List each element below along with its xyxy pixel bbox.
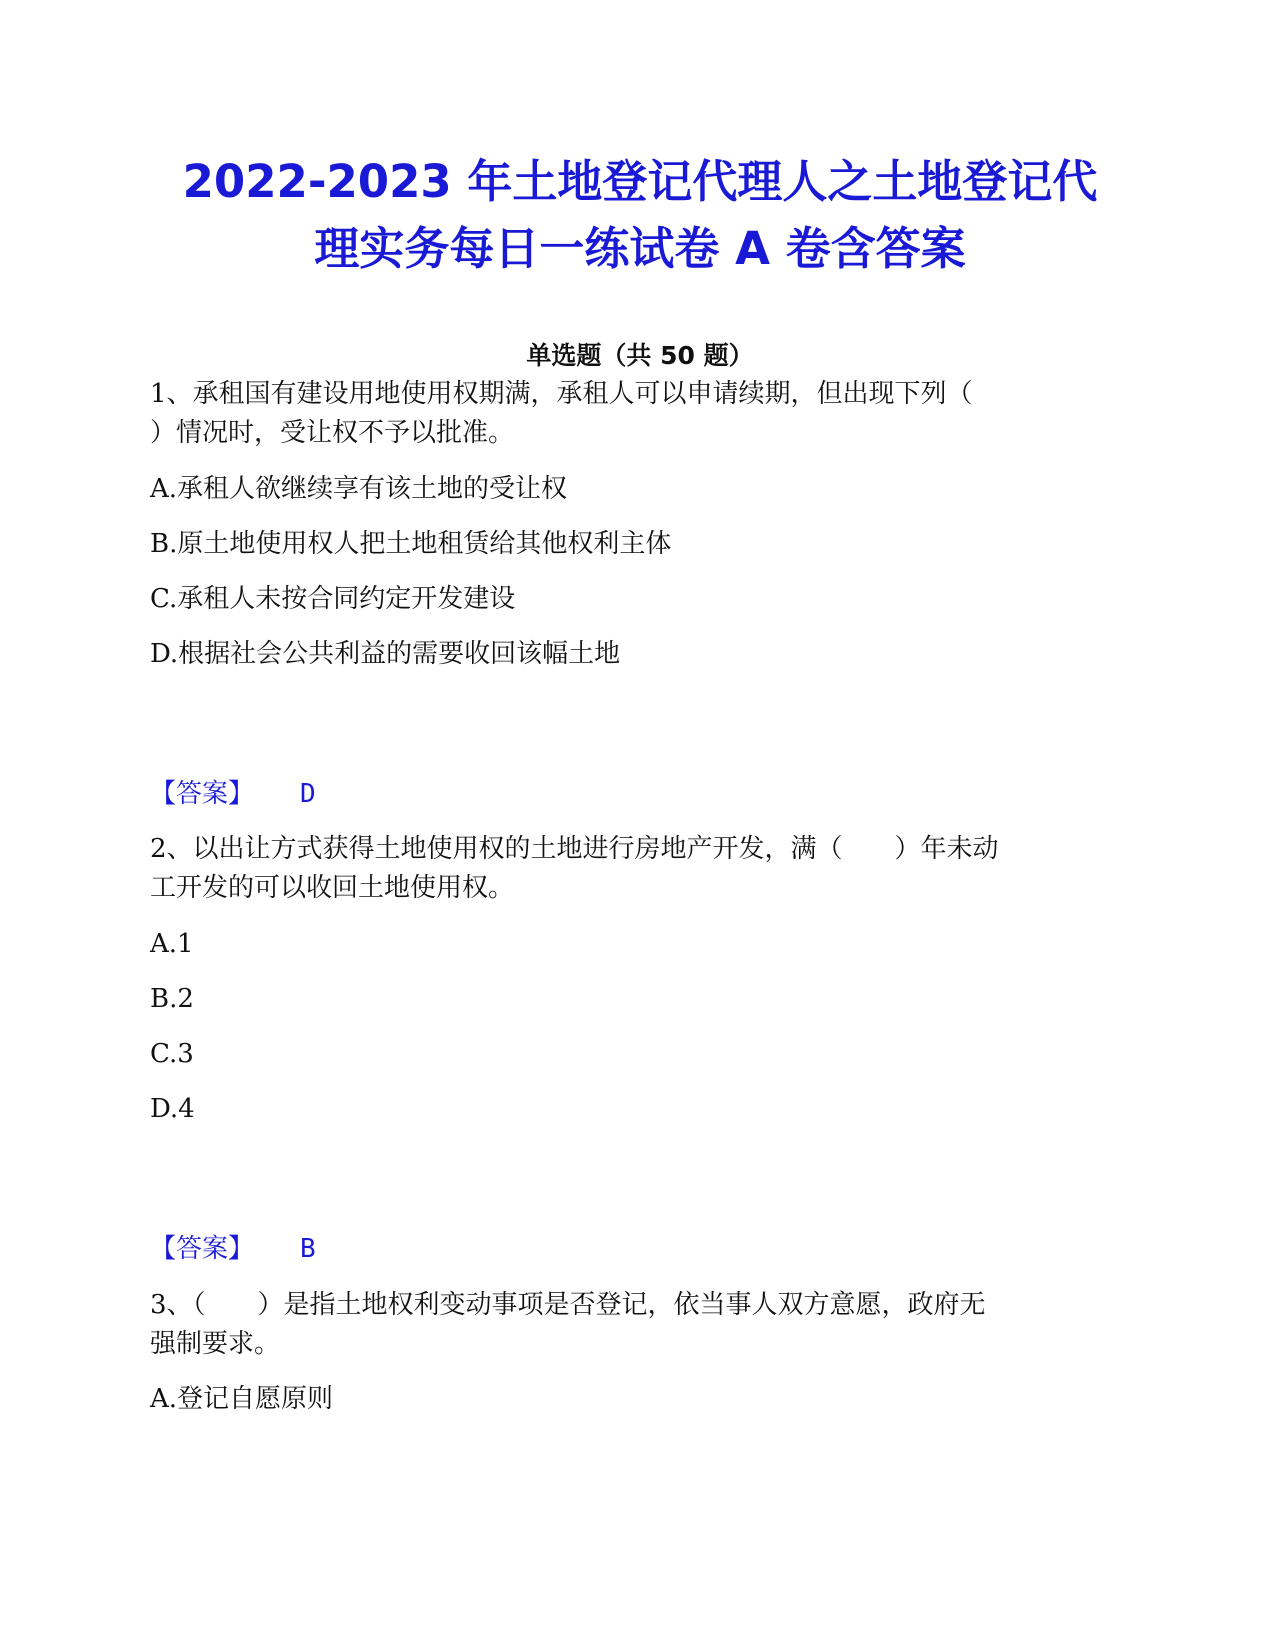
question-1-option-d: D.根据社会公共利益的需要收回该幅土地 [150,639,621,669]
question-2-option-b: B.2 [150,984,194,1014]
question-1-answer [150,781,316,807]
answer-value: D [300,779,316,809]
question-3-stem-line-1: 3、（ ）是指土地权利变动事项是否登记，依当事人双方意愿，政府无 [150,1290,986,1320]
question-2-answer [150,1236,316,1262]
question-2-stem-line-1: 2、以出让方式获得土地使用权的土地进行房地产开发，满（ ）年未动 [150,834,999,864]
question-1-stem-line-2: ）情况时，受让权不予以批准。 [150,418,515,448]
answer-label: 【答案】 [150,1234,255,1264]
document-title-line-2: 理实务每日一练试卷 A 卷含答案 [314,222,966,275]
question-1-option-c: C.承租人未按合同约定开发建设 [150,584,516,614]
answer-label: 【答案】 [150,779,255,809]
question-1-option-a: A.承租人欲继续享有该土地的受让权 [150,474,568,504]
answer-value: B [300,1234,316,1264]
document-title-line-1: 2022-2023 年土地登记代理人之土地登记代 [182,155,1098,208]
question-2-option-c: C.3 [150,1039,194,1069]
question-2-option-a: A.1 [150,929,194,959]
question-2-option-d: D.4 [150,1094,195,1124]
question-3-option-a: A.登记自愿原则 [150,1384,334,1414]
question-1-option-b: B.原土地使用权人把土地租赁给其他权利主体 [150,529,672,559]
question-1-stem-line-1: 1、承租国有建设用地使用权期满，承租人可以申请续期，但出现下列（ [150,379,973,409]
section-heading: 单选题（共 50 题） [526,341,754,370]
question-2-stem-line-2: 工开发的可以收回土地使用权。 [150,873,515,903]
question-3-stem-line-2: 强制要求。 [150,1329,281,1359]
